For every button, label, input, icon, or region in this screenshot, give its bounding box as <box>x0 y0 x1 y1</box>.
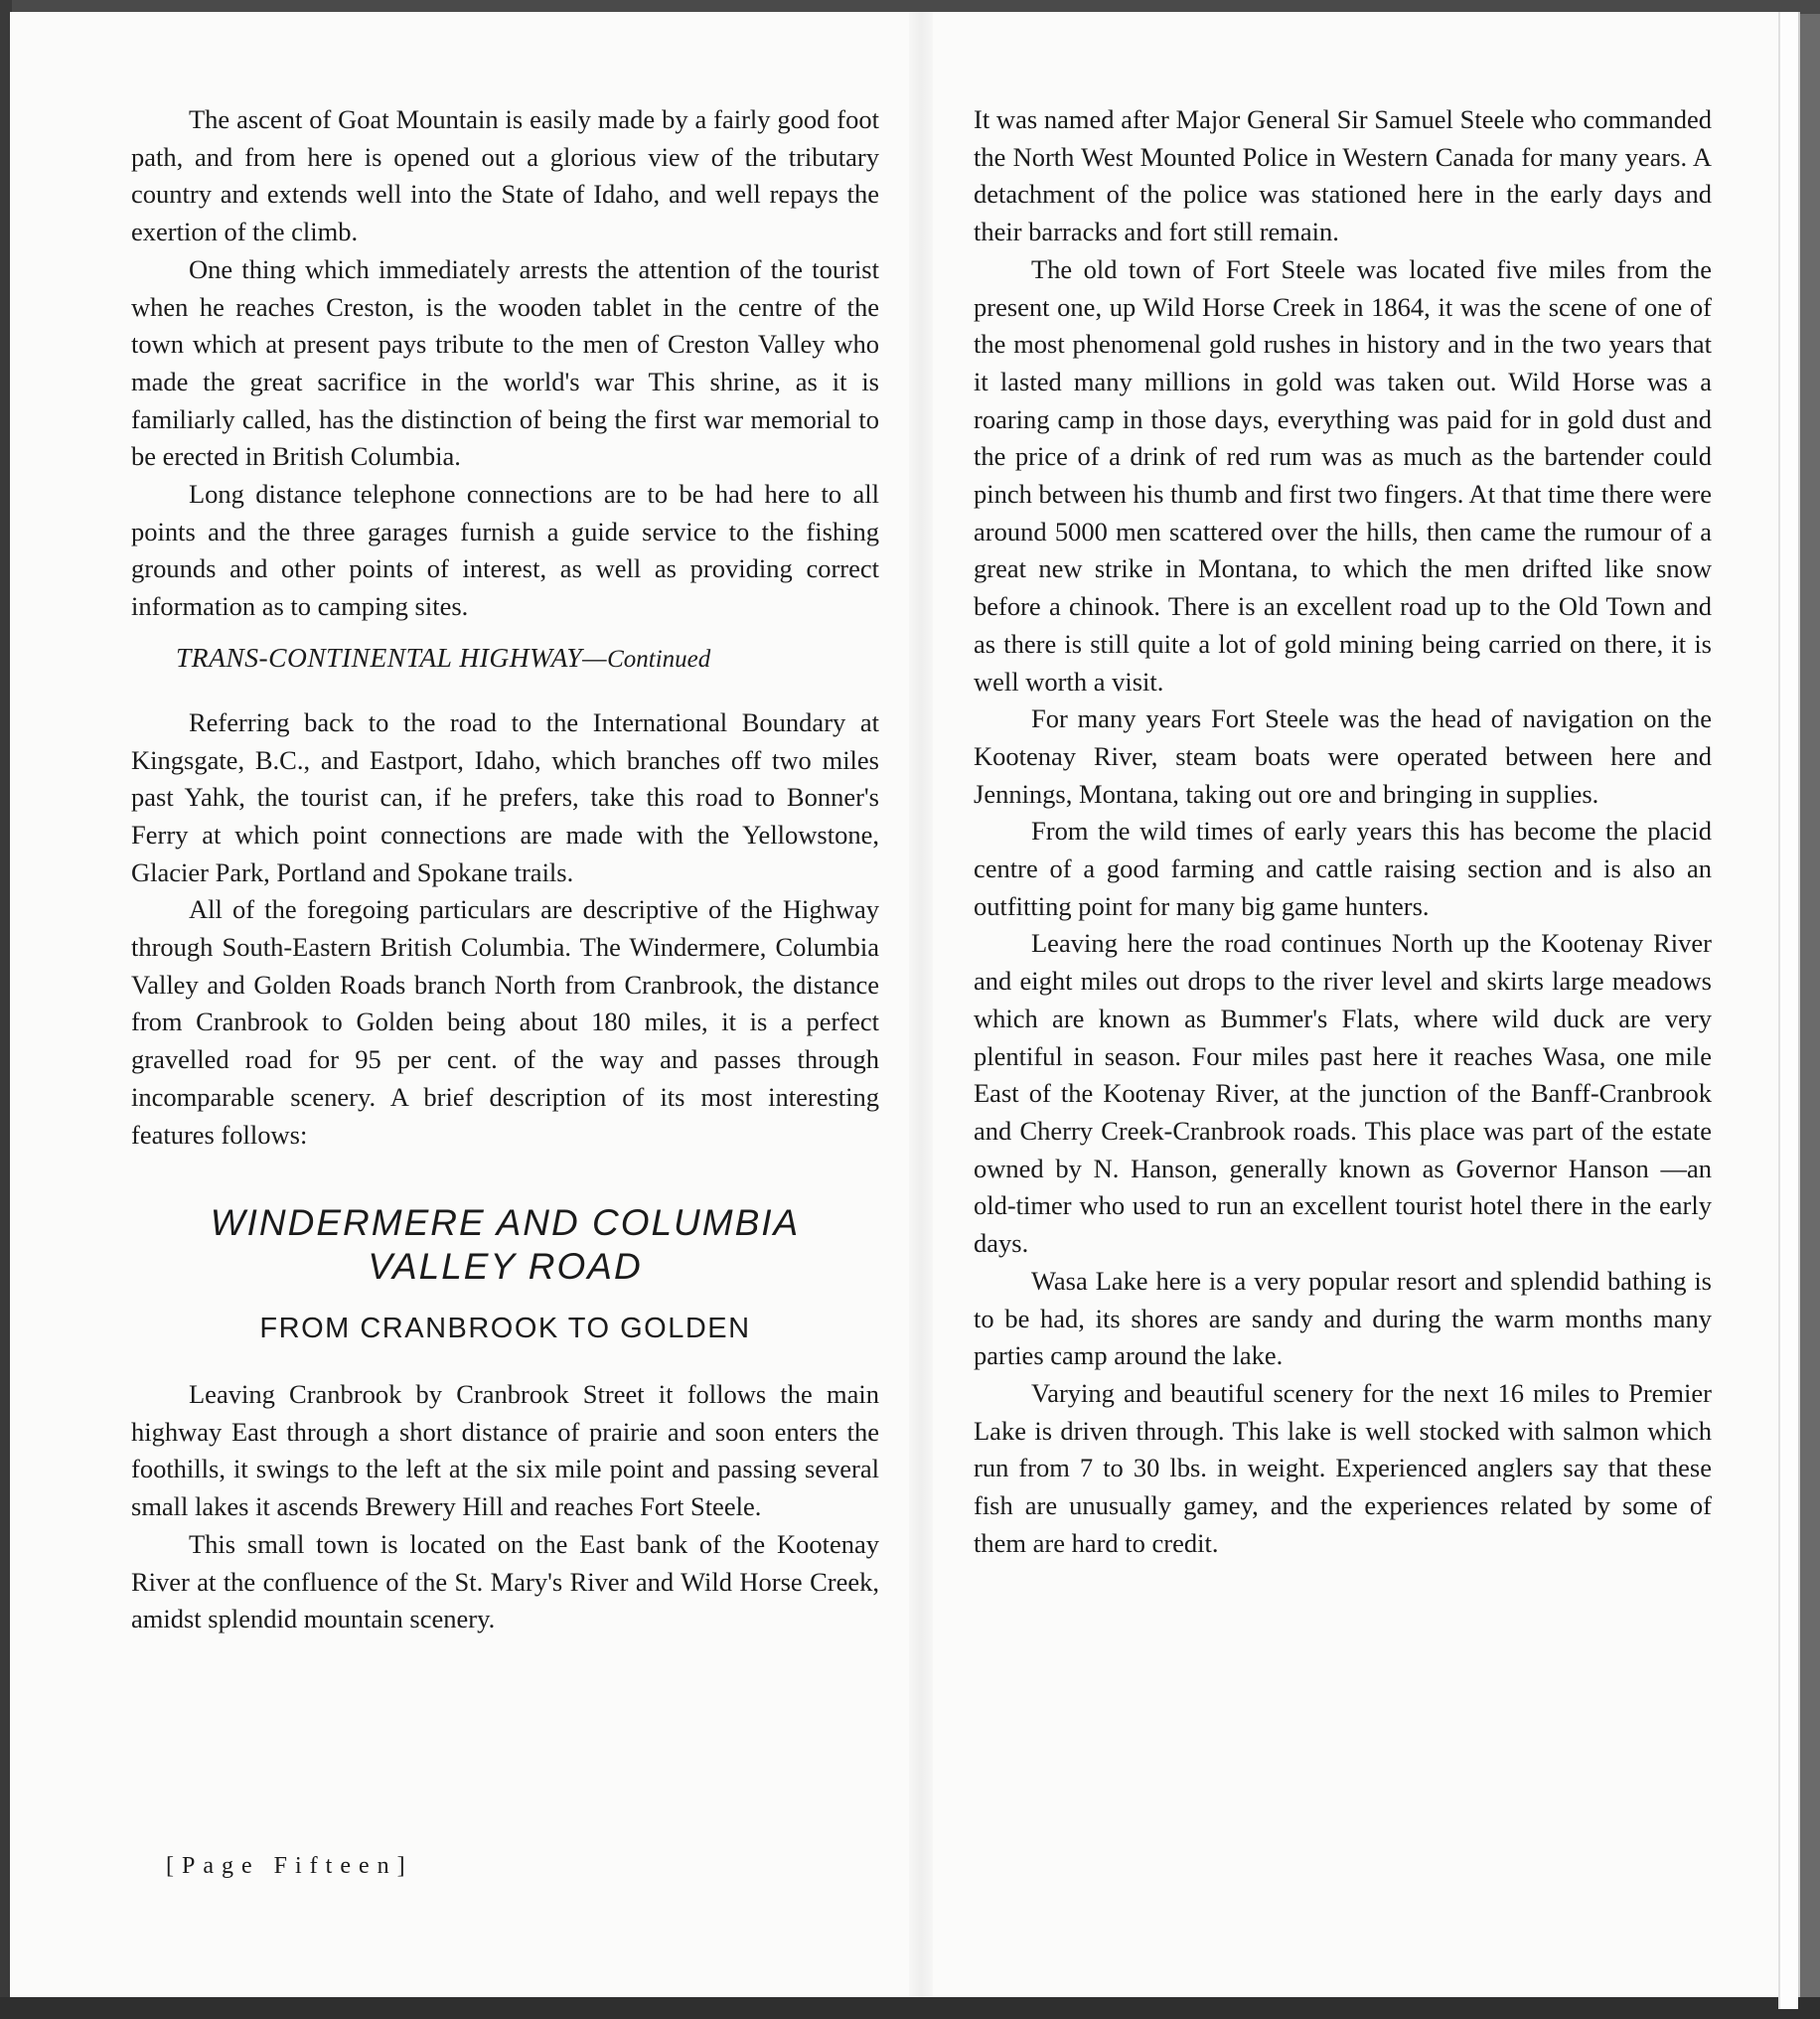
paragraph: This small town is located on the East bank of the Kootenay River at the confluence of the St. Mary's River and Wild Horse Creek, amidst splendid mountain scenery. <box>131 1528 879 1634</box>
subheading <box>131 639 879 679</box>
paragraph: Wasa Lake here is a very popular resort and splendid bathing is to be had, its shores are sandy and during the warm months many parties camp around the lake. <box>974 1265 1712 1371</box>
paragraph: Leaving Cranbrook by Cranbrook Street it follows the main highway East through a short distance of prairie and soon enters the foothills, it swings to the left at the six mile point and passing several small lakes it ascends Brewery Hill and reaches Fort Steele. <box>131 1378 879 1522</box>
page-gutter <box>909 12 933 1997</box>
paragraph: Referring back to the road to the International Boundary at Kingsgate, B.C., and Eastport, Idaho, which branches off two miles past Yahk, the tourist can, if he prefers, take this road to Bonner's Ferry at which point connections are made with the Yellowstone, Glacier Park, Portland and Spokane trails. <box>131 706 879 887</box>
subheading-main: TRANS-CONTINENTAL HIGHWAY— <box>176 641 608 673</box>
paragraph: The old town of Fort Steele was located five miles from the present one, up Wild Horse Creek in 1864, it was the scene of one of the most phenomenal gold rushes in history and in the two years that it lasted many millions in gold was taken out. Wild Horse was a roaring camp in those days, everything was paid for in gold dust and the price of a drink of red rum was as much as the bartender could pinch between his thumb and first two fingers. At that time there were around 5000 men scattered over the hills, then came the rumour of a great new strike in Montana, to which the men drifted like snow before a chinook. There is an excellent road up to the Old Town and as there is still quite a lot of gold mining being carried on there, it is well worth a visit. <box>974 253 1712 697</box>
paragraph: It was named after Major General Sir Samuel Steele who commanded the North West Mounted Police in Western Canada for many years. A detachment of the police was stationed here in the early days and their barracks and fort still remain. <box>974 104 1712 247</box>
section-title: WINDERMERE AND COLUMBIA VALLEY ROAD <box>210 1202 801 1288</box>
paragraph: For many years Fort Steele was the head of navigation on the Kootenay River, steam boats were operated between here and Jennings, Montana, taking out ore and bringing in supplies. <box>974 703 1712 809</box>
section-subtitle: FROM CRANBROOK TO GOLDEN <box>259 1313 751 1345</box>
scan-border-bottom <box>0 1997 1820 2019</box>
paragraph: All of the foregoing particulars are descriptive of the Highway through South-Eastern British Columbia. The Windermere, Columbia Valley and Golden Roads branch North from Cranbrook, the distance from Cranbrook to Golden being about 180 miles, it is a perfect gravelled road for 95 per cent. of the way and passes through incomparable scenery. A brief description of its most interesting features follows: <box>131 894 879 1150</box>
left-column <box>131 101 879 1638</box>
paragraph: Leaving here the road continues North up the Kootenay River and eight miles out drops to the river level and skirts large meadows which are known as Bummer's Flats, where wild duck are very plentiful in season. Four miles past here it reaches Wasa, one mile East of the Kootenay River, at the junction of the Banff-Cranbrook and Cherry Creek-Cranbrook roads. This place was part of the estate owned by N. Hanson, generally known as Governor Hanson —an old-timer who used to run an excellent tourist hotel there in the early days. <box>974 928 1712 1259</box>
book-page <box>10 12 1798 1997</box>
paragraph: Long distance telephone connections are to be had here to all points and the three garages furnish a guide service to the fishing grounds and other points of interest, as well as providing correct information as to camping sites. <box>131 479 879 622</box>
paragraph: The ascent of Goat Mountain is easily made by a fairly good foot path, and from here is opened out a glorious view of the tributary country and extends well into the State of Idaho, and well repays the exertion of the climb. <box>131 104 879 247</box>
paragraph: From the wild times of early years this has become the placid centre of a good farming and cattle raising section and is also an outfitting point for many big game hunters. <box>974 816 1712 921</box>
subheading-continued: Continued <box>607 645 711 673</box>
paragraph: One thing which immediately arrests the attention of the tourist when he reaches Creston, is the wooden tablet in the centre of the town which at present pays tribute to the men of Creston Valley who made the great sacrifice in the world's war This shrine, as it is familiarly called, has the distinction of being the first war memorial to be erected in British Columbia. <box>131 253 879 472</box>
paragraph: Varying and beautiful scenery for the next 16 miles to Premier Lake is driven through. This lake is well stocked with salmon which run from 7 to 30 lbs. in weight. Experienced anglers say that these fish are unusually gamey, and the experiences related by some of them are hard to credit. <box>974 1377 1712 1558</box>
page-edge <box>1778 12 1798 2009</box>
right-column <box>974 101 1712 1562</box>
page-number: [Page Fifteen] <box>166 1853 413 1879</box>
